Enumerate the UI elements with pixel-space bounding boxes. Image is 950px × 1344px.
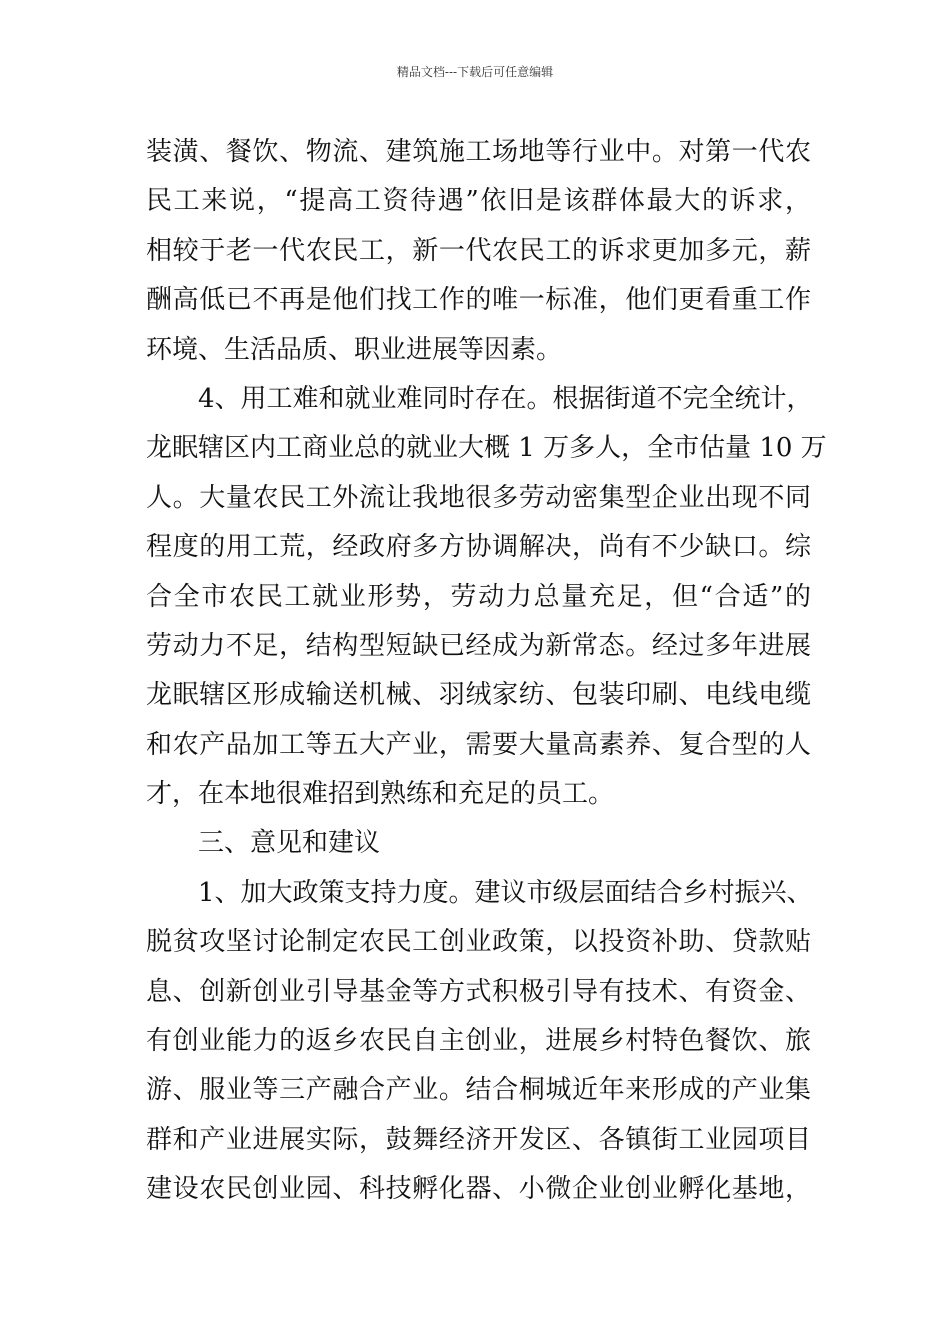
page-header: 精品文档---下载后可任意编辑 — [396, 65, 554, 79]
text-line: 程度的用工荒，经政府多方协调解决，尚有不少缺口。综 — [146, 532, 811, 563]
text-line: 酬高低已不再是他们找工作的唯一标准，他们更看重工作 — [146, 285, 811, 316]
text-line: 4、用工难和就业难同时存在。根据街道不完全统计， — [198, 383, 813, 414]
text-line: 民工来说，“提高工资待遇”依旧是该群体最大的诉求， — [146, 186, 811, 217]
text-line: 龙眠辖区形成输送机械、羽绒家纺、包装印刷、电线电缆 — [146, 680, 811, 711]
text-line: 游、服业等三产融合产业。结合桐城近年来形成的产业集 — [146, 1075, 811, 1106]
text-line: 劳动力不足，结构型短缺已经成为新常态。经过多年进展 — [146, 630, 811, 661]
text-line: 建设农民创业园、科技孵化器、小微企业创业孵化基地， — [146, 1174, 811, 1205]
text-line: 才，在本地很难招到熟练和充足的员工。 — [146, 779, 615, 810]
document-body — [146, 128, 827, 1215]
section-heading: 三、意见和建议 — [198, 828, 381, 859]
text-line: 1、加大政策支持力度。建议市级层面结合乡村振兴、 — [198, 877, 813, 908]
text-line: 脱贫攻坚讨论制定农民工创业政策，以投资补助、贷款贴 — [146, 927, 811, 958]
text-line: 合全市农民工就业形势，劳动力总量充足，但“合适”的 — [146, 581, 811, 612]
text-line: 人。大量农民工外流让我地很多劳动密集型企业出现不同 — [146, 482, 811, 513]
text-line: 装潢、餐饮、物流、建筑施工场地等行业中。对第一代农 — [146, 137, 811, 167]
text-line: 相较于老一代农民工，新一代农民工的诉求更加多元，薪 — [146, 235, 811, 266]
text-line: 环境、生活品质、职业进展等因素。 — [146, 334, 563, 365]
text-line: 和农产品加工等五大产业，需要大量高素养、复合型的人 — [146, 729, 811, 760]
text-line: 龙眠辖区内工商业总的就业大概 1 万多人，全市估量 10 万 — [146, 433, 827, 464]
text-line: 群和产业进展实际，鼓舞经济开发区、各镇街工业园项目 — [146, 1124, 811, 1155]
text-line: 有创业能力的返乡农民自主创业，进展乡村特色餐饮、旅 — [146, 1026, 811, 1057]
text-line: 息、创新创业引导基金等方式积极引导有技术、有资金、 — [146, 976, 811, 1007]
